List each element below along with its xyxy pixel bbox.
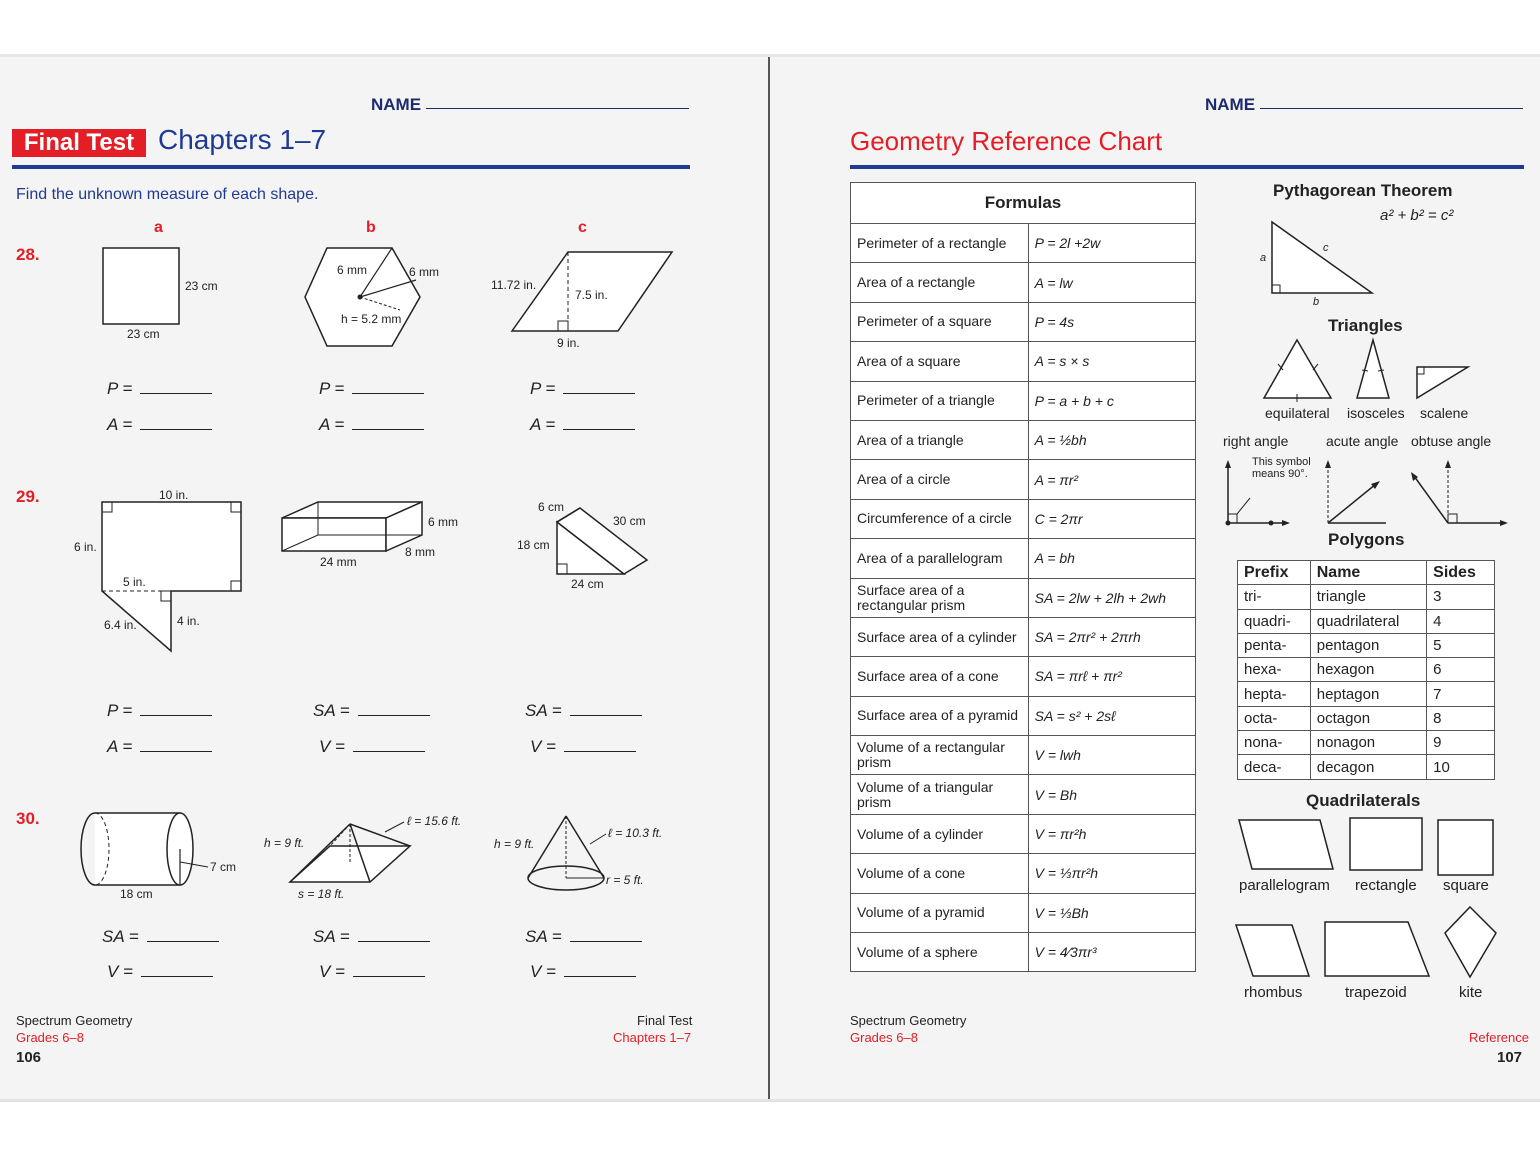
polygon-name: decagon [1310,755,1426,779]
dimension-label: 18 cm [517,538,550,552]
dimension-label: 7.5 in. [575,288,608,302]
answer-blank[interactable]: P = [530,379,670,399]
formula-expression: V = πr²h [1028,814,1195,853]
dimension-label: 4 in. [177,614,200,628]
polygon-name: quadrilateral [1310,609,1426,633]
formula-name: Volume of a cone [851,854,1029,893]
formula-name: Volume of a pyramid [851,893,1029,932]
polygon-row [1238,609,1495,633]
square-label: square [1443,877,1489,894]
equilateral-triangle-shape [1264,340,1331,398]
polygons-title: Polygons [1328,530,1405,549]
formula-expression: V = Bh [1028,775,1195,814]
triangles-title: Triangles [1328,316,1403,335]
formula-expression: A = s × s [1028,342,1195,381]
polygon-sides: 7 [1427,682,1495,706]
pythagorean-equation: a² + b² = c² [1380,207,1454,224]
answer-blank[interactable]: P = [319,379,459,399]
polygon-name: octagon [1310,706,1426,730]
polygon-header-sides: Sides [1427,561,1495,585]
dimension-label: 9 in. [557,336,580,350]
parallelogram-shape [1239,820,1333,869]
side-a-label: a [1260,252,1267,264]
polygon-row [1238,682,1495,706]
polygon-prefix: hexa- [1238,658,1311,682]
formula-name: Volume of a rectangular prism [851,736,1029,775]
page-number: 106 [16,1049,42,1066]
dimension-label: 6 cm [538,500,565,514]
side-c-label: c [1323,242,1329,254]
footer-grades: Grades 6–8 [850,1030,918,1045]
dimension-label: 11.72 in. [491,278,537,292]
formula-expression: V = lwh [1028,736,1195,775]
dimension-label: 6 mm [337,263,367,277]
polygon-name: hexagon [1310,658,1426,682]
answer-blank[interactable]: P = [107,379,247,399]
polygon-name: pentagon [1310,633,1426,657]
polygon-header-name: Name [1310,561,1426,585]
formula-expression: A = ½bh [1028,420,1195,459]
pythagorean-title: Pythagorean Theorem [1273,181,1453,200]
dimension-label: 6.4 in. [104,618,137,632]
dimension-label: 23 cm [127,327,160,341]
formula-name: Perimeter of a rectangle [851,224,1029,263]
dimension-label: h = 5.2 mm [341,312,402,326]
footer-book: Spectrum Geometry [16,1013,133,1028]
footer-section: Final Test [637,1013,693,1028]
formula-expression: A = lw [1028,263,1195,302]
footer-section: Reference [1469,1030,1529,1045]
problem-number-29: 29. [16,487,40,506]
dimension-label: 23 cm [185,279,218,293]
formula-expression: V = ⅓Bh [1028,893,1195,932]
rectangle-shape [1350,818,1422,870]
problem-number-28: 28. [16,245,40,264]
answer-blank[interactable]: V = [530,962,670,982]
answer-blank[interactable]: A = [107,415,247,435]
answer-blank[interactable]: SA = [102,927,242,947]
dimension-label: h = 9 ft. [494,837,535,851]
problem-number-30: 30. [16,809,40,828]
polygon-row [1238,658,1495,682]
formula-name: Surface area of a cone [851,657,1029,696]
formula-name: Area of a circle [851,460,1029,499]
formula-name: Perimeter of a triangle [851,381,1029,420]
formula-expression: SA = 2πr² + 2πrh [1028,617,1195,656]
polygon-prefix: tri- [1238,585,1311,609]
formula-expression: A = bh [1028,539,1195,578]
answer-blank[interactable]: P = [107,701,247,721]
dimension-label: 6 mm [409,265,439,279]
answer-blank[interactable]: SA = [525,927,665,947]
formula-name: Area of a rectangle [851,263,1029,302]
dimension-label: ℓ = 10.3 ft. [608,826,663,840]
footer-section-sub: Chapters 1–7 [613,1030,692,1045]
polygon-name: triangle [1310,585,1426,609]
dimension-label: h = 9 ft. [264,836,305,850]
name-label: NAME [371,95,422,114]
column-letter-c: c [578,219,587,236]
quadrilaterals-title: Quadrilaterals [1306,791,1421,810]
dimension-label: 10 in. [159,488,189,502]
equilateral-label: equilateral [1265,405,1330,421]
answer-blank[interactable]: V = [319,962,459,982]
polygon-prefix: nona- [1238,731,1311,755]
answer-blank[interactable]: V = [319,737,459,757]
dimension-label: 7 cm [210,860,237,874]
isosceles-label: isosceles [1347,405,1405,421]
right-angle-note: This symbol means 90°. [1252,456,1311,480]
formula-expression: SA = s² + 2sℓ [1028,696,1195,735]
polygon-header-prefix: Prefix [1238,561,1311,585]
polygon-row [1238,755,1495,779]
right-triangle-shape [1272,222,1372,293]
kite-shape [1445,907,1496,977]
dimension-label: ℓ = 15.6 ft. [407,814,462,828]
dimension-label: 6 mm [428,515,458,529]
side-b-label: b [1313,296,1320,308]
footer-grades: Grades 6–8 [16,1030,84,1045]
dimension-label: 30 cm [613,514,646,528]
answer-blank[interactable]: A = [319,415,459,435]
polygon-row [1238,706,1495,730]
polygon-prefix: deca- [1238,755,1311,779]
obtuse-angle-label: obtuse angle [1411,433,1492,449]
acute-angle-label: acute angle [1326,433,1399,449]
formula-name: Volume of a sphere [851,933,1029,972]
polygon-prefix: quadri- [1238,609,1311,633]
polygon-sides: 3 [1427,585,1495,609]
page-title: Chapters 1–7 [158,124,327,155]
answer-blank[interactable]: A = [530,415,670,435]
formula-expression: P = a + b + c [1028,381,1195,420]
answer-blank[interactable]: V = [530,737,670,757]
polygon-sides: 4 [1427,609,1495,633]
formula-name: Perimeter of a square [851,302,1029,341]
formula-expression: V = 4⁄3πr³ [1028,933,1195,972]
dimension-label: 24 cm [571,577,604,591]
polygon-row [1238,731,1495,755]
formula-name: Surface area of a pyramid [851,696,1029,735]
page-number: 107 [1497,1049,1523,1066]
dimension-label: 5 in. [123,575,146,589]
formula-name: Volume of a triangular prism [851,775,1029,814]
polygons-table [1237,560,1495,780]
answer-blank[interactable]: SA = [525,701,665,721]
formula-name: Circumference of a circle [851,499,1029,538]
dimension-label: 6 in. [74,540,97,554]
scalene-triangle-shape [1417,367,1468,398]
obtuse-angle-shape [1411,460,1508,526]
dimension-label: 8 mm [405,545,435,559]
formula-name: Area of a parallelogram [851,539,1029,578]
acute-angle-shape [1325,460,1386,523]
polygon-prefix: penta- [1238,633,1311,657]
formula-expression: C = 2πr [1028,499,1195,538]
formula-expression: P = 4s [1028,302,1195,341]
polygon-sides: 8 [1427,706,1495,730]
dimension-label: r = 5 ft. [606,873,644,887]
kite-label: kite [1459,984,1483,1001]
column-letter-b: b [366,219,376,236]
polygon-sides: 5 [1427,633,1495,657]
rhombus-label: rhombus [1244,984,1303,1001]
formula-name: Volume of a cylinder [851,814,1029,853]
polygon-row [1238,633,1495,657]
parallelogram-label: parallelogram [1239,877,1330,894]
answer-blank[interactable]: SA = [313,701,453,721]
instruction-text: Find the unknown measure of each shape. [16,186,319,203]
formula-expression: A = πr² [1028,460,1195,499]
answer-blank[interactable]: V = [107,962,247,982]
polygon-sides: 9 [1427,731,1495,755]
dimension-label: s = 18 ft. [298,887,345,901]
formula-expression: SA = πrℓ + πr² [1028,657,1195,696]
right-angle-label: right angle [1223,433,1289,449]
scalene-label: scalene [1420,405,1469,421]
trapezoid-shape [1325,922,1429,976]
answer-blank[interactable]: A = [107,737,247,757]
trapezoid-label: trapezoid [1345,984,1407,1001]
final-test-badge: Final Test [12,129,146,157]
formula-expression: V = ⅓πr²h [1028,854,1195,893]
square-shape [1438,820,1493,875]
polygon-sides: 6 [1427,658,1495,682]
formula-expression: SA = 2lw + 2lh + 2wh [1028,578,1195,617]
polygon-name: heptagon [1310,682,1426,706]
dimension-label: 18 cm [120,887,153,901]
polygon-name: nonagon [1310,731,1426,755]
isosceles-triangle-shape [1357,340,1389,398]
formula-name: Surface area of a cylinder [851,617,1029,656]
polygon-sides: 10 [1427,755,1495,779]
page-title: Geometry Reference Chart [850,126,1163,156]
footer-book: Spectrum Geometry [850,1013,967,1028]
formula-name: Area of a square [851,342,1029,381]
column-letter-a: a [154,219,163,236]
polygon-row [1238,585,1495,609]
rhombus-shape [1236,925,1309,976]
polygon-prefix: hepta- [1238,682,1311,706]
formula-expression: P = 2l +2w [1028,224,1195,263]
formulas-header: Formulas [851,183,1196,224]
answer-blank[interactable]: SA = [313,927,453,947]
dimension-label: 24 mm [320,555,357,569]
name-label: NAME [1205,95,1256,114]
formula-name: Area of a triangle [851,420,1029,459]
polygon-prefix: octa- [1238,706,1311,730]
rectangle-label: rectangle [1355,877,1417,894]
formula-name: Surface area of a rectangular prism [851,578,1029,617]
